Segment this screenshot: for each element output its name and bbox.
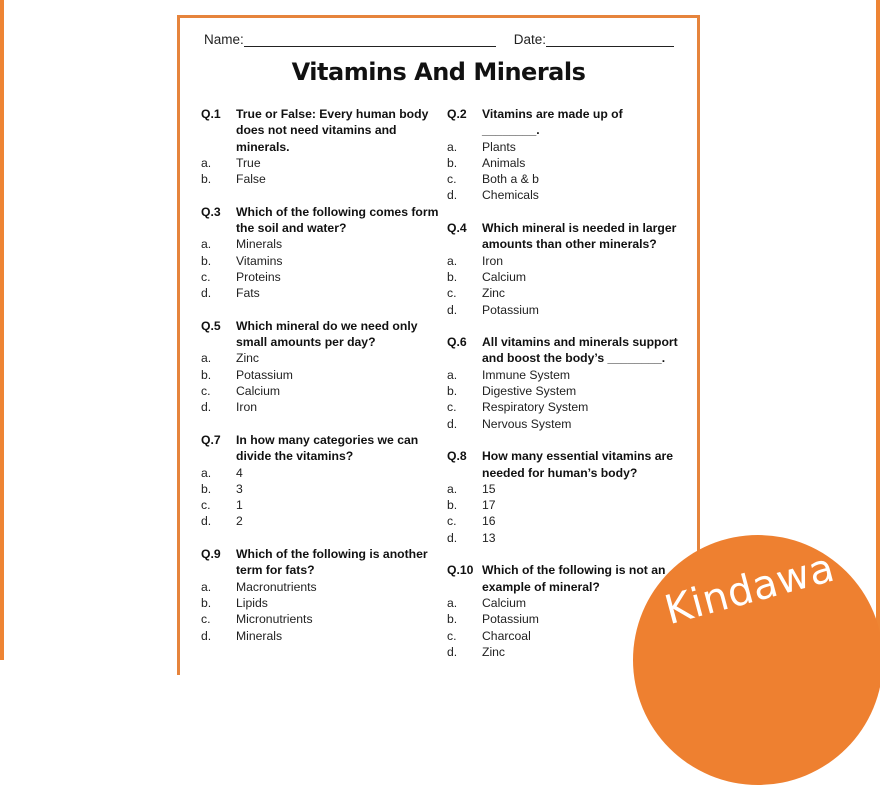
option-text: Immune System [482,367,571,382]
option-letter: c. [447,400,457,415]
option-text: Macronutrients [236,579,317,594]
question-line [201,546,446,562]
answer-option [201,155,446,171]
question-line [201,562,446,578]
option-text: 15 [482,481,496,496]
option-letter: c. [447,514,457,529]
answer-option [201,367,446,383]
question-line [201,122,446,138]
option-letter: a. [201,155,212,170]
answer-option [447,187,692,203]
option-letter: d. [447,644,458,659]
question-block [201,106,446,187]
question-number: Q.6 [447,335,467,350]
option-letter: c. [201,612,211,627]
answer-option [201,465,446,481]
option-text: Digestive System [482,384,577,399]
question-line [447,334,692,350]
question-number [447,465,482,481]
answer-option [201,236,446,252]
option-text: Potassium [236,367,293,382]
option-letter: d. [447,416,458,431]
option-text: Vitamins [236,253,283,268]
option-text: Respiratory System [482,400,589,415]
worksheet-header [204,32,673,47]
question-block [201,204,446,302]
question-line [447,448,692,464]
option-letter: b. [201,172,212,187]
option-text: Zinc [482,286,506,301]
answer-option [201,399,446,415]
question-block [201,546,446,644]
option-letter: d. [201,514,212,529]
name-label: Name: [204,32,244,47]
date-field [514,32,674,47]
date-label: Date: [513,32,547,47]
answer-option [201,513,446,529]
question-text: amounts than other minerals? [482,237,657,252]
option-letter: c. [201,498,211,513]
name-blank-line [244,32,496,47]
question-line [447,220,692,236]
question-line [201,334,446,350]
option-text: Nervous System [482,416,572,431]
question-line [201,448,446,464]
question-number [201,220,236,236]
question-number [201,139,236,155]
question-text: minerals. [236,139,290,154]
question-line [447,465,692,481]
answer-option [201,611,446,627]
option-text: 1 [236,498,243,513]
option-text: Potassium [482,612,539,627]
option-letter: a. [447,481,458,496]
question-number: Q.9 [201,547,221,562]
answer-option [201,269,446,285]
question-line [201,220,446,236]
question-spacer [447,432,692,448]
option-text: False [236,172,266,187]
option-text: Animals [482,155,526,170]
question-text: How many essential vitamins are [482,449,674,464]
question-spacer [201,187,446,203]
option-letter: b. [447,612,458,627]
question-number: Q.1 [201,107,221,121]
date-blank-line [546,32,674,47]
question-spacer [201,530,446,546]
option-text: Calcium [482,595,527,610]
question-number [447,350,482,366]
option-letter: a. [201,351,212,366]
question-text: needed for human’s body? [482,465,638,480]
option-letter: a. [447,595,458,610]
answer-option [201,628,446,644]
worksheet [177,15,700,675]
question-text: Which of the following is another [236,547,428,562]
right-edge-bar [876,0,880,660]
question-number [201,448,236,464]
option-letter: d. [201,286,212,301]
option-letter: c. [201,269,211,284]
option-letter: c. [447,286,457,301]
right-question-column [447,106,692,660]
question-line [447,236,692,252]
option-letter: b. [201,367,212,382]
option-text: Iron [236,400,258,415]
question-line [201,106,446,122]
question-number: Q.7 [201,432,221,447]
question-text: True or False: Every human body [236,107,429,121]
option-text: Fats [236,286,260,301]
option-text: 13 [482,530,496,545]
question-text: ________. [482,123,540,138]
question-block [447,220,692,318]
question-number [447,122,482,138]
option-letter: c. [447,172,457,187]
option-text: Lipids [236,595,268,610]
question-text: Which of the following is not an [482,563,666,578]
question-line [201,432,446,448]
option-letter: a. [447,367,458,382]
name-field [204,32,496,47]
option-text: Chemicals [482,188,539,203]
option-letter: a. [447,139,458,154]
question-line [201,318,446,334]
option-text: Iron [482,253,504,268]
option-letter: b. [447,384,458,399]
option-text: Minerals [236,628,283,643]
question-text: Which mineral is needed in larger [482,221,677,236]
answer-option [447,155,692,171]
question-number: Q.8 [447,449,467,464]
answer-option [447,399,692,415]
answer-option [201,350,446,366]
question-spacer [447,546,692,562]
question-text: Which of the following comes form [236,204,439,219]
question-spacer [447,204,692,220]
option-letter: a. [447,253,458,268]
question-number [201,334,236,350]
answer-option [447,171,692,187]
question-text: the soil and water? [236,221,347,236]
question-number: Q.3 [201,204,221,219]
answer-option [447,139,692,155]
answer-option [201,171,446,187]
question-text: and boost the body’s ________. [482,351,666,366]
question-text: example of mineral? [482,579,600,594]
answer-option [447,416,692,432]
option-text: 4 [236,465,243,480]
answer-option [447,302,692,318]
option-text: Calcium [236,384,281,399]
option-text: Calcium [482,269,527,284]
question-text: In how many categories we can [236,432,419,447]
answer-option [447,513,692,529]
question-number: Q.4 [447,221,467,236]
option-text: Zinc [236,351,260,366]
option-letter: d. [201,400,212,415]
question-text: All vitamins and minerals support [482,335,678,350]
question-block [447,334,692,432]
question-line [447,562,692,578]
option-text: Zinc [482,644,506,659]
option-letter: b. [201,253,212,268]
option-text: Micronutrients [236,612,313,627]
left-question-column [201,106,446,644]
option-letter: b. [447,269,458,284]
answer-option [201,497,446,513]
question-spacer [201,302,446,318]
answer-option [447,383,692,399]
question-text: term for fats? [236,563,315,578]
question-text: does not need vitamins and [236,123,397,138]
option-letter: b. [201,481,212,496]
worksheet-title: Vitamins And Minerals [291,58,586,86]
answer-option [447,367,692,383]
question-block [447,106,692,204]
question-number [201,562,236,578]
question-line [201,139,446,155]
option-letter: a. [201,465,212,480]
question-text: Which mineral do we need only [236,318,418,333]
left-edge-bar [0,0,4,660]
option-text: Potassium [482,302,539,317]
option-letter: a. [201,579,212,594]
option-letter: d. [201,628,212,643]
question-text: small amounts per day? [236,335,376,350]
question-line [447,350,692,366]
answer-option [447,481,692,497]
brand-badge-text: Kindawa [660,544,840,634]
option-text: Both a & b [482,172,539,187]
answer-option [201,579,446,595]
answer-option [201,383,446,399]
option-text: True [236,155,261,170]
answer-option [201,285,446,301]
answer-option [447,269,692,285]
question-number: Q.5 [201,318,221,333]
answer-option [447,253,692,269]
question-block [447,448,692,546]
option-text: 16 [482,514,496,529]
answer-option [447,530,692,546]
option-letter: d. [447,302,458,317]
option-letter: d. [447,530,458,545]
option-text: 17 [482,498,496,513]
option-letter: c. [447,628,457,643]
option-letter: c. [201,384,211,399]
option-letter: b. [201,595,212,610]
option-text: Charcoal [482,628,531,643]
option-text: Plants [482,139,516,154]
question-block [201,432,446,530]
option-text: Minerals [236,237,283,252]
option-letter: b. [447,155,458,170]
option-letter: d. [447,188,458,203]
question-line [447,106,692,122]
question-number: Q.10 [447,563,474,578]
option-letter: a. [201,237,212,252]
question-text: Vitamins are made up of [482,107,623,121]
answer-option [201,595,446,611]
answer-option [447,285,692,301]
option-text: Proteins [236,269,281,284]
question-text: divide the vitamins? [236,449,354,464]
answer-option [201,481,446,497]
answer-option [201,253,446,269]
question-number [201,122,236,138]
question-number [447,236,482,252]
question-spacer [447,318,692,334]
question-spacer [201,416,446,432]
answer-option [447,497,692,513]
question-block [201,318,446,416]
option-text: 3 [236,481,243,496]
question-number [447,579,482,595]
option-text: 2 [236,514,243,529]
question-number: Q.2 [447,107,467,121]
question-line [201,204,446,220]
question-line [447,122,692,138]
option-letter: b. [447,498,458,513]
